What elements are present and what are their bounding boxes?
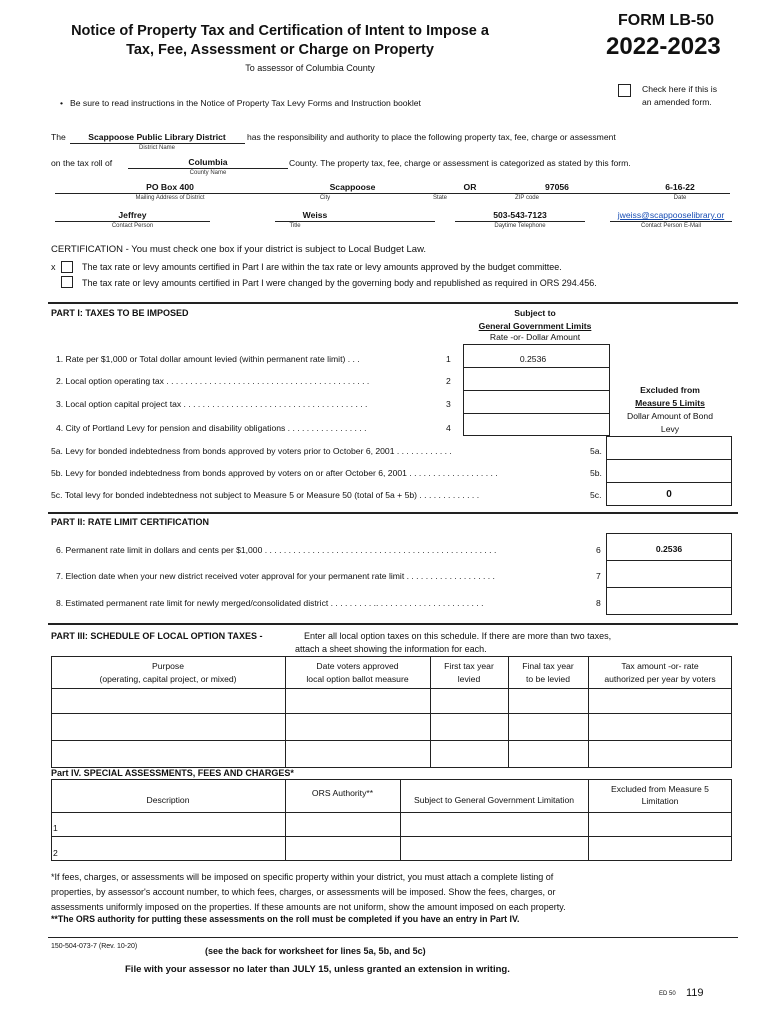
- line-3-label: 3. Local option capital project tax . . . . . . . . . . . . . . . . . . . . . . . . . . . . . . . . . . . . . . .: [56, 399, 368, 409]
- row-2-number: 2: [53, 848, 58, 858]
- excluded-from-label: Excluded from: [640, 385, 700, 395]
- certification-checkbox-1[interactable]: [61, 261, 73, 273]
- certification-heading: CERTIFICATION - You must check one box if your district is subject to Local Budget Law.: [51, 244, 427, 255]
- section-rule: [48, 302, 738, 304]
- row-rule: [606, 587, 732, 588]
- footer-rule: [48, 937, 738, 938]
- ors-note: **The ORS authority for putting these assessments on the roll must be completed if you have an entry in Part IV.: [51, 914, 520, 924]
- certification-option-1: The tax rate or levy amounts certified in Part I are within the tax rate or levy amounts approved by the budget committee.: [82, 262, 562, 272]
- line-7-num: 7: [596, 571, 601, 581]
- row-rule: [463, 367, 610, 368]
- part3-heading: PART III: SCHEDULE OF LOCAL OPTION TAXES -: [51, 631, 263, 641]
- amended-label: Check here if this is an amended form.: [642, 84, 717, 107]
- line-6-label: 6. Permanent rate limit in dollars and cents per $1,000 . . . . . . . . . . . . . . . . . . . . . . . . . . . . . . . . . . . . . . . . . . . . . . . . .: [56, 545, 497, 555]
- line-1-num: 1: [446, 354, 451, 364]
- phone-field[interactable]: 503-543-7123: [493, 210, 547, 220]
- line-4-label: 4. City of Portland Levy for pension and disability obligations . . . . . . . . . . . . . . . . .: [56, 423, 367, 433]
- underline: [610, 221, 732, 222]
- form-years: 2022-2023: [606, 33, 721, 60]
- certification-checkbox-2[interactable]: [61, 276, 73, 288]
- line-2-num: 2: [446, 376, 451, 386]
- line-5b-num: 5b.: [590, 468, 602, 478]
- responsibility-text: has the responsibility and authority to place the following property tax, fee, charge or assessment: [247, 132, 616, 142]
- levy-label: Levy: [660, 424, 680, 434]
- amended-checkbox[interactable]: [618, 84, 631, 97]
- part3-heading-rest: Enter all local option taxes on this schedule. If there are more than two taxes,: [304, 631, 612, 641]
- line-6-value[interactable]: 0.2536: [655, 544, 683, 554]
- underline: [55, 193, 730, 194]
- line-5a-label: 5a. Levy for bonded indebtedness from bonds approved by voters prior to October 6, 2001 . . . . . . . . . . . .: [51, 446, 452, 456]
- the-label: The: [51, 132, 66, 142]
- col-header-purpose: Purpose (operating, capital project, or mixed): [99, 661, 237, 684]
- underline: [455, 221, 585, 222]
- line-5a-num: 5a.: [590, 446, 602, 456]
- row-rule: [606, 482, 732, 483]
- title-caption: Title: [289, 223, 301, 229]
- section-rule: [48, 623, 738, 625]
- col-description: Description: [146, 795, 190, 805]
- row-rule: [51, 713, 732, 714]
- email-caption: Contact Person E-Mail: [640, 223, 702, 229]
- bond-amount-label: Dollar Amount of Bond: [627, 411, 713, 421]
- line-4-num: 4: [446, 423, 451, 433]
- row-rule: [606, 560, 732, 561]
- col-rule: [400, 779, 401, 861]
- instructions-note: Be sure to read instructions in the Notice of Property Tax Levy Forms and Instruction booklet: [70, 98, 421, 108]
- contact-person-field[interactable]: Jeffrey: [118, 210, 147, 220]
- line-5b-label: 5b. Levy for bonded indebtedness from bonds approved by voters on or after October 6, 2001 . . . . . . . . . . . . . . . . . . .: [51, 468, 498, 478]
- district-name-field[interactable]: Scappoose Public Library District: [88, 132, 226, 142]
- row-rule: [51, 688, 732, 689]
- col-header-first-year: First tax year levied: [444, 661, 494, 684]
- row-rule: [463, 413, 610, 414]
- underline: [275, 221, 435, 222]
- row-rule: [51, 836, 732, 837]
- line-5c-num: 5c.: [590, 490, 602, 500]
- line-8-num: 8: [596, 598, 601, 608]
- certification-option-2: The tax rate or levy amounts certified in Part I were changed by the governing body and republished as required in ORS 294.456.: [82, 278, 597, 288]
- subject-to-label: Subject to: [514, 308, 556, 318]
- section-rule: [48, 512, 738, 514]
- line-2-label: 2. Local option operating tax . . . . . . . . . . . . . . . . . . . . . . . . . . . . . . . . . . . . . . . . . . .: [56, 376, 370, 386]
- col-header-final-year: Final tax year to be levied: [522, 661, 574, 684]
- row-1-number: 1: [53, 823, 58, 833]
- city-field[interactable]: Scappoose: [329, 182, 376, 192]
- part1-heading: PART I: TAXES TO BE IMPOSED: [51, 308, 189, 318]
- part3-heading-line2: attach a sheet showing the information for each.: [295, 644, 487, 654]
- county-caption: County Name: [189, 170, 227, 176]
- line-1-label: 1. Rate per $1,000 or Total dollar amount levied (within permanent rate limit) . . .: [56, 354, 360, 364]
- zip-field[interactable]: 97056: [545, 182, 569, 192]
- line-5c-label: 5c. Total levy for bonded indebtedness not subject to Measure 5 or Measure 50 (total of 5a + 5b) . . . . . . . . . . . . .: [51, 490, 480, 500]
- col-header-date: Date voters approved local option ballot measure: [306, 661, 409, 684]
- mailing-caption: Mailing Address of District: [135, 195, 205, 201]
- date-field[interactable]: 6-16-22: [665, 182, 695, 192]
- form-number: 150-504-073-7 (Rev. 10-20): [51, 943, 138, 950]
- county-field[interactable]: Columbia: [188, 157, 228, 167]
- measure5-label: Measure 5 Limits: [635, 398, 705, 408]
- tax-roll-prefix: on the tax roll of: [51, 158, 113, 168]
- zip-caption: ZIP code: [515, 195, 539, 201]
- state-caption: State: [432, 195, 447, 201]
- phone-caption: Daytime Telephone: [494, 223, 546, 229]
- bullet-icon: •: [60, 98, 64, 108]
- checkbox-mark: x: [51, 262, 56, 272]
- contact-caption: Contact Person: [111, 223, 154, 229]
- district-name-caption: District Name: [138, 145, 175, 151]
- row-rule: [463, 390, 610, 391]
- title-field[interactable]: Weiss: [302, 210, 328, 220]
- line-6-num: 6: [596, 545, 601, 555]
- city-caption: City: [319, 195, 331, 201]
- col-subject-gov-limit: Subject to General Government Limitation: [413, 795, 575, 805]
- line-7-label: 7. Election date when your new district received voter approval for your permanent rate limit . . . . . . . . . . . . . . . . . . .: [56, 571, 495, 581]
- ed-code: ED 50: [659, 991, 676, 997]
- line-3-num: 3: [446, 399, 451, 409]
- form-title: Notice of Property Tax and Certification of Intent to Impose a Tax, Fee, Assessment or Charge on Property: [71, 23, 489, 58]
- state-field[interactable]: OR: [463, 182, 477, 192]
- form-id: FORM LB-50: [618, 12, 714, 29]
- assessment-note: *If fees, charges, or assessments will be imposed on specific property within your district, you must attach a complete listing of properties, by assessor's account number, to which fees, charges, or assessments will be imposed. Show the fees, charges, or assessments uniformly imposed on the properties. If these amounts are not uniform, show the amount imposed on each property.: [51, 872, 566, 912]
- col-ors-authority: ORS Authority**: [311, 788, 374, 798]
- worksheet-note: (see the back for worksheet for lines 5a, 5b, and 5c): [205, 946, 426, 956]
- line-5c-value[interactable]: 0: [666, 489, 672, 500]
- page-number: 119: [686, 987, 704, 999]
- row-rule: [51, 740, 732, 741]
- part4-heading: Part IV. SPECIAL ASSESSMENTS, FEES AND CHARGES*: [51, 768, 294, 778]
- row-rule: [606, 459, 732, 460]
- underline: [55, 221, 210, 222]
- gov-limits-label: General Government Limits: [478, 321, 592, 331]
- part2-heading: PART II: RATE LIMIT CERTIFICATION: [51, 517, 209, 527]
- col-header-tax-amount: Tax amount -or- rate authorized per year by voters: [604, 661, 716, 684]
- line-8-label: 8. Estimated permanent rate limit for newly merged/consolidated district . . . . . . . . . .. . . . . . . . . . . . . . . . . . . . . . .: [56, 598, 484, 608]
- mailing-address-field[interactable]: PO Box 400: [146, 182, 194, 192]
- row-rule: [51, 812, 732, 813]
- rate-or-amount-label: Rate -or- Dollar Amount: [489, 332, 581, 342]
- to-assessor: To assessor of Columbia County: [245, 63, 375, 73]
- email-link[interactable]: jweiss@scappooselibrary.or: [617, 210, 725, 220]
- filing-deadline-note: File with your assessor no later than JULY 15, unless granted an extension in writing.: [125, 964, 510, 975]
- underline: [70, 143, 245, 144]
- line-1-value[interactable]: 0.2536: [519, 354, 547, 364]
- underline: [128, 168, 288, 169]
- county-text: County. The property tax, fee, charge or assessment is categorized as stated by this form.: [289, 158, 631, 168]
- col-excluded-measure5: Excluded from Measure 5 Limitation: [611, 784, 709, 806]
- date-caption: Date: [673, 195, 687, 201]
